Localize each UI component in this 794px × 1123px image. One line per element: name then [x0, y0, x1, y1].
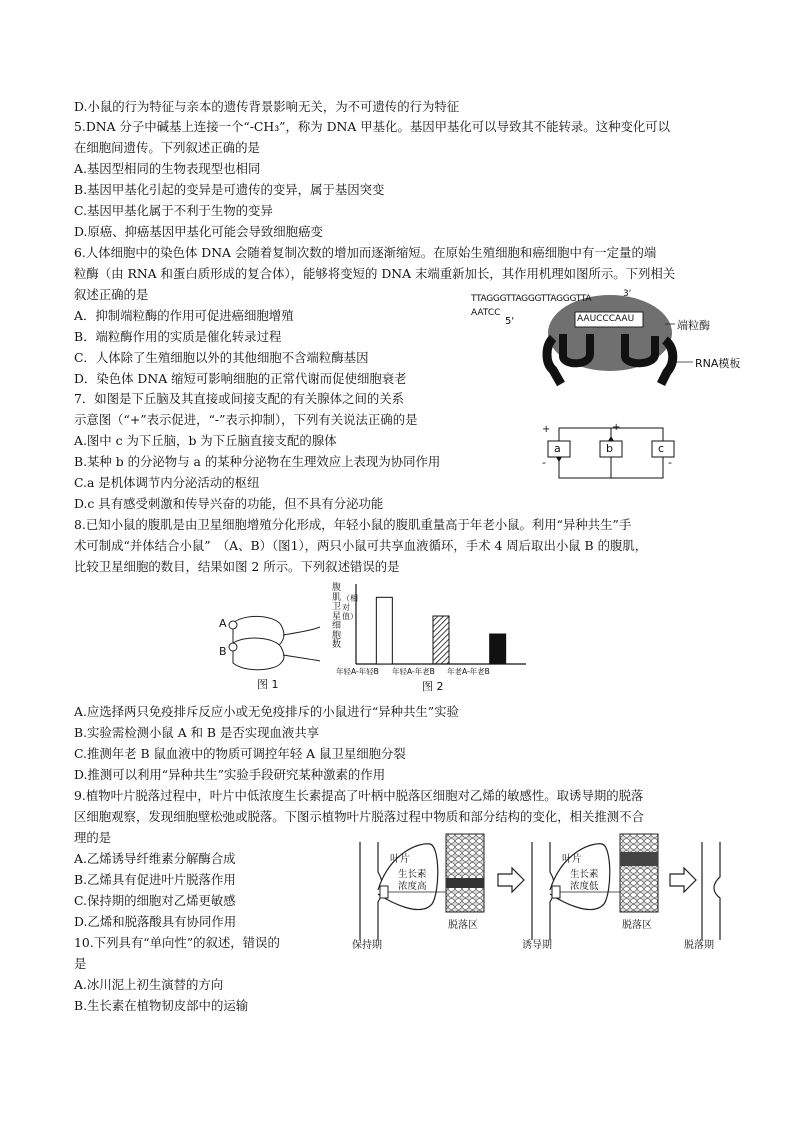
telomerase-label: 端粒酶 — [677, 319, 710, 332]
q9-option-c: C.保持期的细胞对乙烯更敏感 — [74, 893, 236, 908]
cell-micrograph-2 — [620, 834, 658, 912]
gland-relationship-figure — [540, 416, 680, 486]
q10-stem-line1: 10.下列具有“单向性”的叙述，错误的 — [74, 935, 280, 950]
bar-young-old — [433, 616, 449, 664]
q5-option-c: C.基因甲基化属于不利于生物的变异 — [74, 203, 273, 218]
x-tick-young-young: 年轻A-年轻B — [336, 667, 379, 676]
mouse-a-ear — [229, 621, 237, 629]
auxin-label-1-line1: 生长素 — [398, 869, 427, 880]
plus-sign-a: + — [542, 424, 551, 435]
arrowhead-a — [556, 457, 562, 462]
q6-option-c: C．人体除了生殖细胞以外的其他细胞不含端粒酶基因 — [74, 350, 369, 365]
stage-maintenance-label: 保持期 — [352, 940, 382, 951]
abscission-band-2 — [620, 852, 658, 866]
node-a-label: a — [554, 442, 561, 455]
q6-option-d: D．染色体 DNA 缩短可影响细胞的正常代谢而促使细胞衰老 — [74, 371, 407, 386]
q10-stem-line2: 是 — [74, 956, 87, 971]
q4-option-d: D.小鼠的行为特征与亲本的遗传背景影响无关，为不可遗传的行为特征 — [74, 99, 460, 114]
node-b-label: b — [606, 442, 613, 455]
q9-option-b: B.乙烯具有促进叶片脱落作用 — [74, 872, 236, 887]
satellite-cell-chart-figure — [330, 582, 530, 694]
q9-stem-line3: 理的是 — [74, 830, 112, 845]
q6-option-b: B．端粒酶作用的实质是催化转录过程 — [74, 329, 282, 344]
q7-option-a: A.图中 c 为下丘脑，b 为下丘脑直接支配的腺体 — [74, 433, 337, 448]
q6-stem-line2: 粒酶（由 RNA 和蛋白质形成的复合体），能够将变短的 DNA 末端重新加长，其作用机理如图所示。下列相关 — [74, 266, 676, 281]
x-tick-old-old: 年老A-年老B — [447, 667, 490, 676]
q8-option-c: C.推测年老 B 鼠血液中的物质可调控年轻 A 鼠卫星细胞分裂 — [74, 746, 406, 761]
leaf-label-2: 叶片 — [562, 854, 582, 865]
node-c-label: c — [658, 442, 665, 455]
rna-template-label: RNA模板 — [695, 357, 741, 370]
arrow-2 — [670, 868, 696, 892]
chart-y-label-line2: （相对值） — [342, 594, 358, 621]
minus-sign-c: - — [668, 456, 672, 469]
q6-stem-line1: 6.人体细胞中的染色体 DNA 会随着复制次数的增加而逐渐缩短。在原始生殖细胞和癌细胞中有一定量的端 — [74, 245, 657, 260]
abscission-zone-marker-1 — [380, 886, 388, 898]
mouse-b-ear — [229, 643, 237, 651]
q10-option-b: B.生长素在植物韧皮部中的运输 — [74, 998, 249, 1013]
q7-stem-line2: 示意图（“+”表示促进，“-”表示抑制），下列有关说法正确的是 — [74, 412, 418, 427]
q7-option-d: D.c 具有感受刺激和传导兴奋的功能，但不具有分泌功能 — [74, 496, 384, 511]
q7-option-c: C.a 是机体调节内分泌活动的枢纽 — [74, 475, 260, 490]
q5-stem-line1: 5.DNA 分子中碱基上连接一个“-CH₃”，称为 DNA 甲基化。基因甲基化可以导致其不能转录。这种变化可以 — [74, 119, 671, 134]
plus-sign-b: + — [612, 422, 621, 433]
q8-stem-line2: 术可制成“并体结合小鼠” （A、B）（图1），两只小鼠可共享血液循环，手术 4 周后取出小鼠 B 的腹肌， — [74, 538, 648, 553]
q8-stem-line3: 比较卫星细胞的数目，结果如图 2 所示。下列叙述错误的是 — [74, 559, 400, 574]
q6-stem-line3: 叙述正确的是 — [74, 287, 149, 302]
auxin-label-1-line2: 浓度高 — [398, 881, 427, 892]
q5-option-b: B.基因甲基化引起的变异是可遗传的变异，属于基因突变 — [74, 182, 385, 197]
stage-induction-label: 诱导期 — [522, 940, 552, 951]
figure-1-caption: 图 1 — [257, 678, 279, 691]
dna-bottom-sequence: AATCC — [471, 308, 501, 318]
telomerase-figure — [465, 288, 741, 393]
rna-sequence-text: AAUCCCAAU — [577, 314, 635, 324]
bar-young-young — [376, 597, 392, 664]
leaf-label-1: 叶片 — [390, 854, 410, 865]
q9-stem-line2: 区细胞观察，发现细胞壁松弛或脱落。下图示植物叶片脱落过程中物质和部分结构的变化，相关推测不合 — [74, 809, 644, 824]
arrowhead-b — [608, 436, 614, 441]
mouse-a-label: A — [219, 617, 227, 630]
parabiosis-figure — [215, 605, 325, 695]
q5-option-a: A.基因型相同的生物表现型也相同 — [74, 161, 261, 176]
q8-option-b: B.实验需检测小鼠 A 和 B 是否实现血液共享 — [74, 725, 320, 740]
stem-3 — [702, 842, 720, 940]
q7-option-b: B.某种 b 的分泌物与 a 的某种分泌物在生理效应上表现为协同作用 — [74, 454, 441, 469]
chart-y-label-line1: 腹肌卫星细胞数 — [332, 583, 342, 650]
feedback-arrow-a-b — [559, 428, 611, 441]
auxin-label-2-line1: 生长素 — [570, 869, 599, 880]
leaf-abscission-figure — [350, 832, 730, 950]
five-prime-label: 5' — [505, 316, 515, 327]
minus-sign-a: - — [542, 456, 546, 469]
q5-stem-line2: 在细胞间遗传。下列叙述正确的是 — [74, 140, 260, 155]
q7-stem-line1: 7．如图是下丘脑及其直接或间接支配的有关腺体之间的关系 — [74, 391, 405, 406]
x-tick-young-old: 年轻A-年老B — [392, 667, 435, 676]
q9-option-d: D.乙烯和脱落酸具有协同作用 — [74, 914, 237, 929]
auxin-label-2-line2: 浓度低 — [570, 881, 599, 892]
q9-option-a: A.乙烯诱导纤维素分解酶合成 — [74, 851, 236, 866]
parabiotic-mice-drawing — [215, 605, 325, 675]
q5-option-d: D.原癌、抑癌基因甲基化可能会导致细胞癌变 — [74, 224, 323, 239]
dna-top-sequence: TTAGGGTTAGGGTTAGGGTTA — [471, 294, 592, 304]
abscission-band-1 — [446, 878, 484, 888]
q10-option-a: A.冰川泥上初生演替的方向 — [74, 977, 224, 992]
mouse-b-tail — [283, 655, 320, 661]
cell-micrograph-1 — [446, 834, 484, 912]
mouse-b-label: B — [219, 645, 227, 658]
q8-option-a: A.应选择两只免疫排斥反应小或无免疫排斥的小鼠进行“异种共生”实验 — [74, 704, 459, 719]
q8-stem-line1: 8.已知小鼠的腹肌是由卫星细胞增殖分化形成，年轻小鼠的腹肌重量高于年老小鼠。利用“异种共生”手 — [74, 517, 632, 532]
bar-old-old — [490, 634, 506, 664]
mouse-a-tail — [283, 627, 320, 635]
abscission-zone-label-2: 脱落区 — [622, 920, 652, 931]
abscission-zone-marker-2 — [552, 886, 560, 898]
arrow-1 — [498, 868, 524, 892]
figure-2-caption: 图 2 — [422, 680, 444, 693]
q6-option-a: A．抑制端粒酶的作用可促进癌细胞增殖 — [74, 308, 294, 323]
three-prime-label: 3' — [623, 289, 632, 299]
q9-stem-line1: 9.植物叶片脱落过程中，叶片中低浓度生长素提高了叶柄中脱落区细胞对乙烯的敏感性。取诱导期的脱落 — [74, 788, 644, 803]
abscission-zone-label-1: 脱落区 — [448, 920, 478, 931]
mouse-b-body — [233, 638, 284, 670]
q8-option-d: D.推测可以利用“异种共生”实验手段研究某种激素的作用 — [74, 767, 386, 782]
stage-abscission-label: 脱落期 — [684, 940, 714, 951]
